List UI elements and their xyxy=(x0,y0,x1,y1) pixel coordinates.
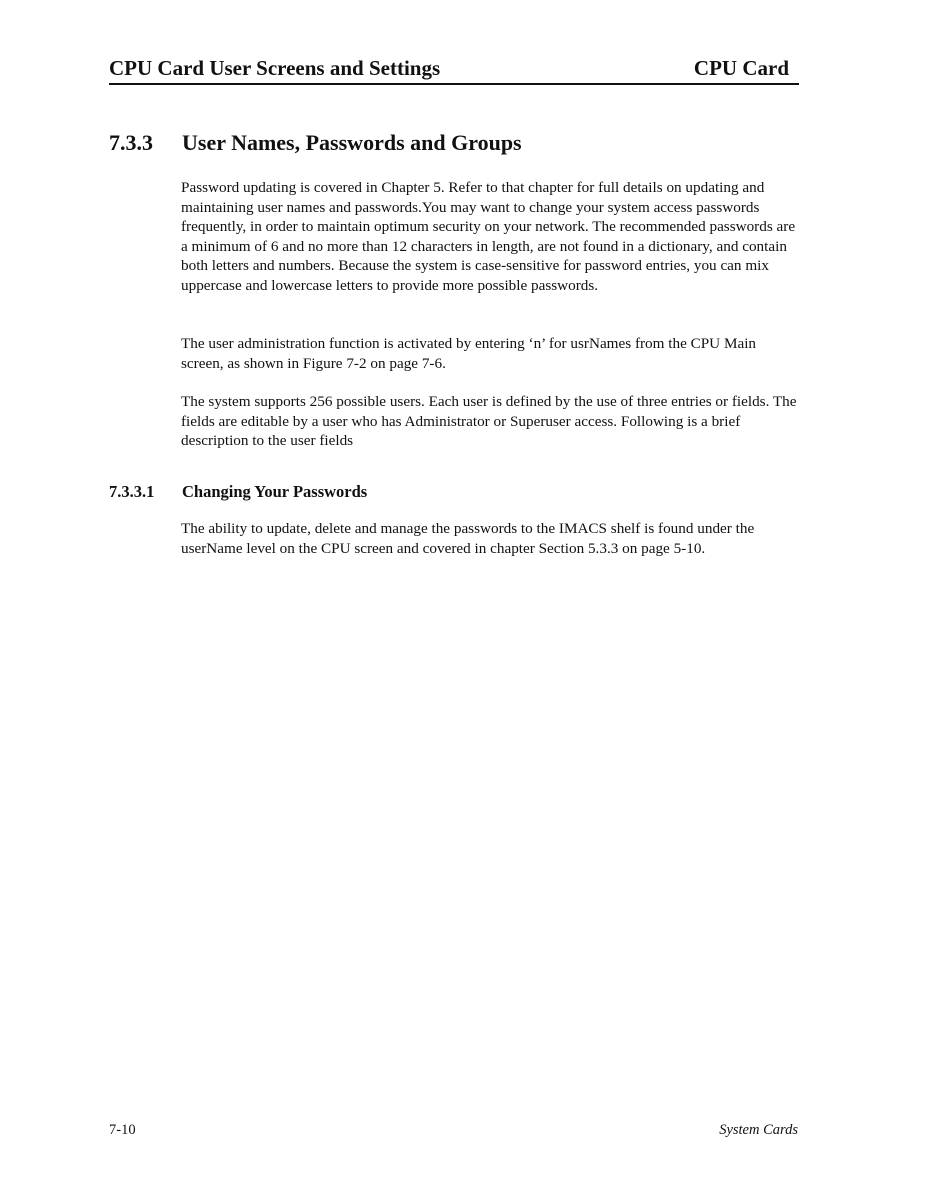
section-number: 7.3.3 xyxy=(109,130,153,155)
section-paragraph-password-updating: Password updating is covered in Chapter 5. Refer to that chapter for full details on updating and maintaining user names and passwords.You may want to change your system access passwords frequently, in order to maintain optimum security on your network. The recommended passwords are a minimum of 6 and no more than 12 characters in length, are not found in a dictionary, and contain both letters and numbers. Because the system is case-sensitive for password entries, you can mix uppercase and lowercase letters to provide more possible passwords. xyxy=(181,179,796,294)
subsection-paragraph: The ability to update, delete and manage the passwords to the IMACS shelf is found under the userName level on the CPU screen and covered in chapter Section 5.3.3 on page 5-10. xyxy=(181,520,755,557)
subsection-title: Changing Your Passwords xyxy=(182,482,368,501)
footer-chapter-title: System Cards xyxy=(719,1122,798,1138)
header-chapter-title: CPU Card User Screens and Settings xyxy=(109,56,441,80)
section-paragraph-supported-users: The system supports 256 possible users. Each user is defined by the use of three entries or fields. The fields are editable by a user who has Administrator or Superuser access. Following is a brief description to the user fields xyxy=(181,393,797,450)
subsection-number: 7.3.3.1 xyxy=(109,482,155,501)
page-header xyxy=(109,55,799,85)
footer-page-number: 7-10 xyxy=(109,1122,136,1138)
section-heading xyxy=(109,129,522,157)
header-card-title: CPU Card xyxy=(693,56,789,80)
section-paragraph-user-administration: The user administration function is activated by entering ‘n’ for usrNames from the CPU Main screen, as shown in Figure 7-2 on page 7-6. xyxy=(181,335,757,372)
subsection-heading xyxy=(109,481,367,503)
section-title: User Names, Passwords and Groups xyxy=(182,130,522,155)
